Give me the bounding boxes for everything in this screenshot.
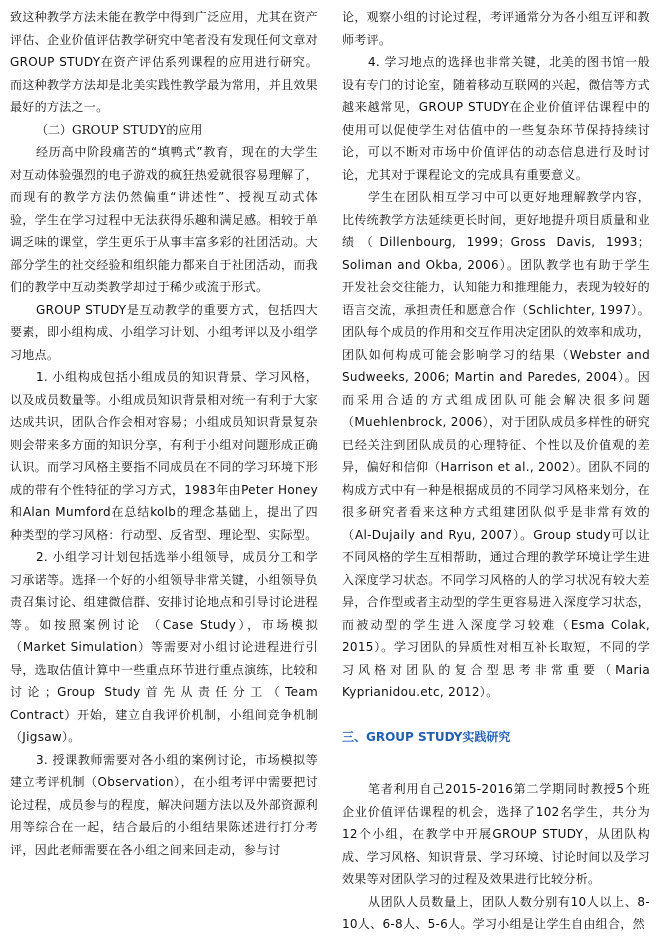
- body-paragraph: GROUP STUDY是互动教学的重要方式，包括四大要素，即小组构成、小组学习计划、小组考评以及小组学习地点。: [10, 302, 318, 362]
- body-paragraph: 笔者利用自己2015-2016第二学期同时教授5个班企业价值评估课程的机会，选择了102名学生，共分为12个小组，在教学中开展GROUP STUDY，从团队构成、学习风格、知识背景、学习环境、讨论时间以及学习效果等对团队学习的过程及效果进行比较分析。: [342, 782, 650, 886]
- intro-paragraph: 致这种教学方法未能在教学中得到广泛应用，尤其在资产评估、企业价值评估教学研究中笔者没有发现任何文章对GROUP STUDY在资产评估系列课程的应用进行研究。而这种教学方法却是北美实践性教学最为常用，并且效果最好的方法之一。: [10, 10, 318, 114]
- list-item-evaluation: 3. 授课教师需要对各小组的案例讨论，市场模拟等建立考评机制（Observation），在小组考评中需要把讨论过程，成员参与的程度，解决问题方法以及外部资源利用等综合在一起，结合最后的小组结果陈述进行打分考评，因此老师需要在各小组之间来回走动，参与讨: [10, 752, 318, 857]
- list-item-study-plan: 2. 小组学习计划包括选举小组领导，成员分工和学习承诺等。选择一个好的小组领导非常关键，小组领导负责召集讨论、组建微信群、安排讨论地点和引导讨论进程等。如按照案例讨论 （Case Study），市场模拟（Market Simulation）等需要对小组讨论进程进行引导，选取估值计算中一些重点环节进行重点演练，比较和讨论；Group Study首先从责任分工（Team Contract）开始，建立自我评价机制，小组间竞争机制（Jigsaw）。: [10, 550, 318, 744]
- continued-paragraph: 论，观察小组的讨论过程，考评通常分为各小组互评和教师考评。: [342, 10, 650, 47]
- body-paragraph: 从团队人员数量上，团队人数分别有10人以上、8-10人、6-8人、5-6人。学习小组是让学生自由组合，然: [342, 894, 650, 931]
- body-paragraph: 学生在团队相互学习中可以更好地理解教学内容，比传统教学方法延续更长时间，更好地提升项目质量和业绩（Dillenbourg, 1999；Gross Davis, 1993；Soliman and Okba, 2006）。团队教学也有助于学生开发社会交往能力，认知能力和推理能力，表现为较好的语言交流，承担责任和愿意合作（Schlichter, 1997）。团队每个成员的作用和交互作用决定团队的效率和成功，团队如何构成可能会影响学习的结果（Webster and Sudweeks, 2006; Martin and Paredes, 2004）。因而采用合适的方式组成团队可能会解决很多问题（Muehlenbrock, 2006），对于团队成员多样性的研究已经关注到团队成员的心理特征、个性以及价值观的差异，偏好和信仰（Harrison et al., 2002）。团队不同的构成方式中有一种是根据成员的不同学习风格来划分，在很多研究者看来这种方式组建团队似乎是非常有效的（Al-Dujaily and Ryu, 2007）。Group study可以让不同风格的学生互相帮助，通过合理的教学环境让学生进入深度学习状态。不同学习风格的人的学习状况有较大差异，合作型或者主动型的学生更容易进入深度学习状态，而被动型的学生进入深度学习较难（Esma Colak, 2015）。学习团队的异质性对相互补长取短，不同的学习风格对团队的复合型思考非常重要（Maria Kyprianidou.etc, 2012）。: [342, 190, 650, 699]
- list-item-group-composition: 1. 小组构成包括小组成员的知识背景、学习风格，以及成员数量等。小组成员知识背景相对统一有利于大家达成共识，团队合作会相对容易；小组成员知识背景复杂则会带来多方面的知识分享，有利于小组对问题形成正确认识。而学习风格主要指不同成员在不同的学习环境下形成的带有个性特征的学习方式，1983年由Peter Honey和Alan Mumford在总结kolb的理念基础上，提出了四种类型的学习风格：行动型、反省型、理论型、实际型。: [10, 370, 318, 542]
- body-paragraph: 经历高中阶段痛苦的“填鸭式”教育，现在的大学生对互动体验强烈的电子游戏的疯狂热爱就很容易理解了，而现有的教学方法仍然偏重“讲述性”、授视互动式体验，学生在学习过程中无法获得乐趣和满足感。相较于单调乏味的课堂，学生更乐于从事丰富多彩的社团活动。大部分学生的社交经验和组织能力都来自于社团活动，而我们的教学中互动类教学却过于稀少或流于形式。: [10, 145, 318, 294]
- left-column: [10, 6, 318, 857]
- list-item-study-location: 4. 学习地点的选择也非常关键，北美的图书馆一般设有专门的讨论室，随着移动互联网的兴起，微信等方式越来越常见，GROUP STUDY在企业价值评估课程中的使用可以促使学生对估值中的一些复杂环节保持持续讨论，可以不断对市场中价值评估的动态信息进行及时讨论，尤其对于课程论文的完成具有重要意义。: [342, 55, 650, 182]
- subsection-heading: （二）GROUP STUDY的应用: [36, 122, 203, 137]
- section-heading: 三、GROUP STUDY实践研究: [342, 729, 511, 744]
- right-column: [342, 6, 650, 931]
